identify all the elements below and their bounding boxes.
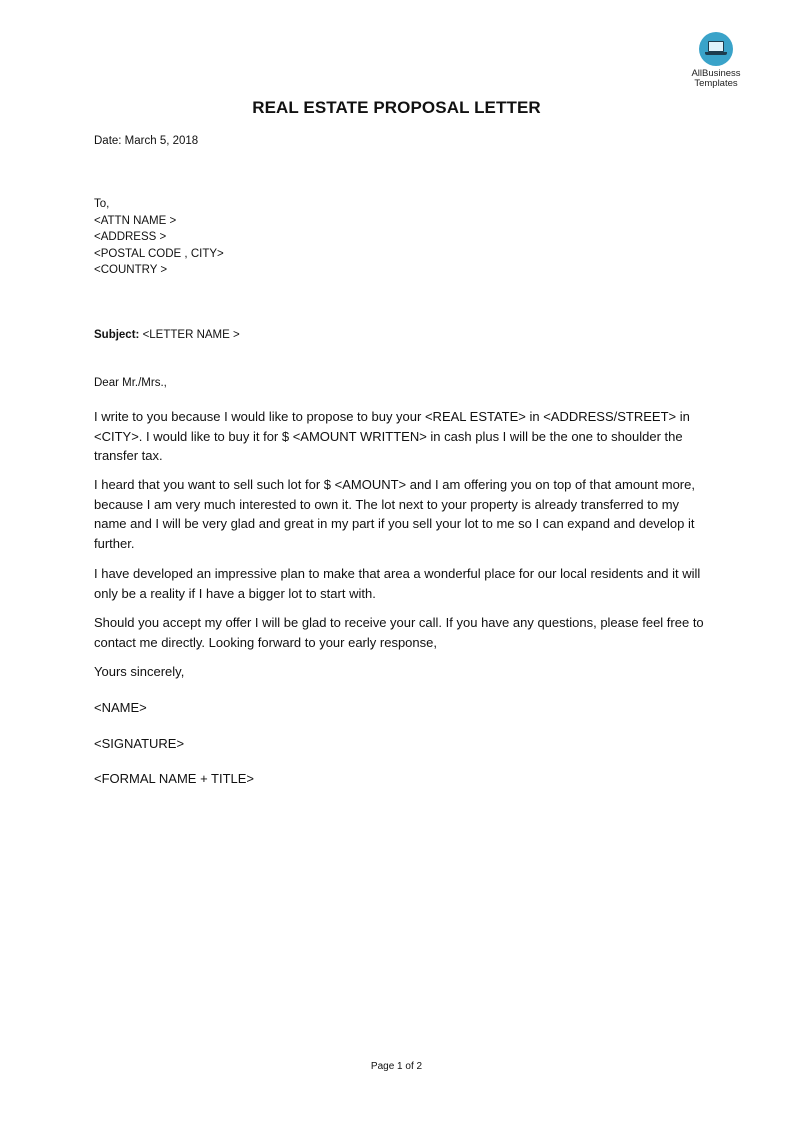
signer-name: <NAME> xyxy=(94,700,147,715)
paragraph-plan: I have developed an impressive plan to make that area a wonderful place for our local residents and it will only be a reality if I have a bigger lot to start with. xyxy=(94,566,701,601)
page-number: Page 1 of 2 xyxy=(370,1061,423,1072)
paragraph-offer: I heard that you want to sell such lot for $ <AMOUNT> and I am offering you on top of that amount more, because I am very much interested to own it. The lot next to your property is already transferred to my name and I will be very glad and great in my part if you sell your lot to me so I can expand and develop it further. xyxy=(94,477,695,551)
document-title: REAL ESTATE PROPOSAL LETTER xyxy=(252,98,541,117)
letter-date: Date: March 5, 2018 xyxy=(94,135,199,147)
subject-value: <LETTER NAME > xyxy=(139,329,240,341)
subject-label: Subject: xyxy=(94,329,140,341)
company-logo xyxy=(690,32,742,89)
salutation: Dear Mr./Mrs., xyxy=(94,377,167,389)
recipient-address-line: <ADDRESS > xyxy=(94,231,167,243)
logo-text: AllBusiness Templates xyxy=(691,68,741,89)
recipient-country: <COUNTRY > xyxy=(94,264,168,276)
signer-signature: <SIGNATURE> xyxy=(94,736,185,751)
paragraph-intro: I write to you because I would like to propose to buy your <REAL ESTATE> in <ADDRESS/STREET> in <CITY>. I would like to buy it for $ <AMOUNT WRITTEN> in cash plus I will be the one to shoulder the transfer tax. xyxy=(94,409,690,463)
recipient-postal-city: <POSTAL CODE , CITY> xyxy=(94,247,224,260)
recipient-address xyxy=(94,196,224,279)
signer-formal-title: <FORMAL NAME + TITLE> xyxy=(94,771,255,786)
subject-line xyxy=(94,327,240,344)
recipient-to: To, xyxy=(94,198,110,210)
paragraph-closing: Should you accept my offer I will be glad to receive your call. If you have any questions, please feel free to contact me directly. Looking forward to your early response, xyxy=(94,615,704,650)
recipient-attn: <ATTN NAME > xyxy=(94,214,177,227)
closing-phrase: Yours sincerely, xyxy=(94,664,185,679)
laptop-icon xyxy=(699,32,733,66)
